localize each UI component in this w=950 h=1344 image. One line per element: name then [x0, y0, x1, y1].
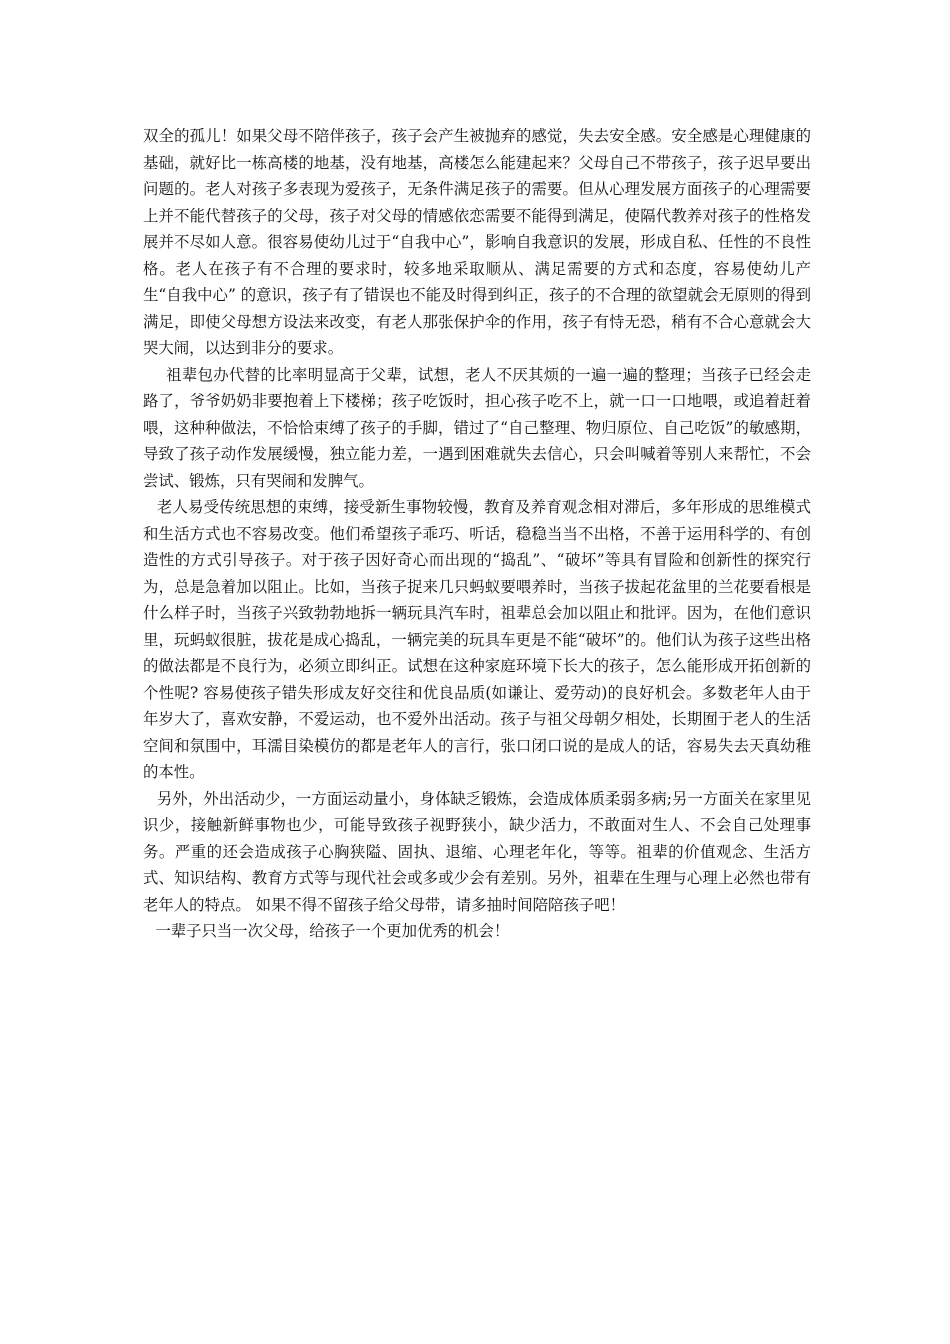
paragraph-1: 双全的孤儿！如果父母不陪伴孩子，孩子会产生被抛弃的感觉，失去安全感。安全感是心理健康的基础，就好比一栋高楼的地基，没有地基，高楼怎么能建起来？父母自己不带孩子，孩子迟早要出问题的。老人对孩子多表现为爱孩子，无条件满足孩子的需要。但从心理发展方面孩子的心理需要上并不能代替孩子的父母，孩子对父母的情感依恋需要不能得到满足，使隔代教养对孩子的性格发展并不尽如人意。很容易使幼儿过于“自我中心”，影响自我意识的发展，形成自私、任性的不良性格。老人在孩子有不合理的要求时，较多地采取顺从、满足需要的方式和态度，容易使幼儿产生“自我中心” 的意识，孩子有了错误也不能及时得到纠正，孩子的不合理的欲望就会无原则的得到满足，即使父母想方设法来改变，有老人那张保护伞的作用，孩子有恃无恐，稍有不合心意就会大哭大闹，以达到非分的要求。: [143, 127, 811, 357]
document-body: [143, 123, 811, 945]
paragraph-3: 老人易受传统思想的束缚，接受新生事物较慢，教育及养育观念相对滞后，多年形成的思维模式和生活方式也不容易改变。他们希望孩子乖巧、听话，稳稳当当不出格，不善于运用科学的、有创造性的方式引导孩子。对于孩子因好奇心而出现的“捣乱”、“破坏”等具有冒险和创新性的探究行为，总是急着加以阻止。比如，当孩子捉来几只蚂蚁要喂养时，当孩子拔起花盆里的兰花要看根是什么样子时，当孩子兴致勃勃地拆一辆玩具汽车时，祖辈总会加以阻止和批评。因为，在他们意识里，玩蚂蚁很脏，拔花是成心捣乱，一辆完美的玩具车更是不能“破坏”的。他们认为孩子这些出格的做法都是不良行为，必须立即纠正。试想在这种家庭环境下长大的孩子，怎么能形成开拓创新的个性呢? 容易使孩子错失形成友好交往和优良品质(如谦让、爱劳动)的良好机会。多数老年人由于年岁大了，喜欢安静，不爱运动，也不爱外出活动。孩子与祖父母朝夕相处，长期囿于老人的生活空间和氛围中，耳濡目染模仿的都是老年人的言行，张口闭口说的是成人的话，容易失去天真幼稚的本性。: [143, 498, 811, 781]
paragraph-5: 一辈子只当一次父母，给孩子一个更加优秀的机会！: [155, 922, 510, 940]
paragraph-2: 祖辈包办代替的比率明显高于父辈，试想，老人不厌其烦的一遍一遍的整理；当孩子已经会走路了，爷爷奶奶非要抱着上下楼梯；孩子吃饭时，担心孩子吃不上，就一口一口地喂，或追着赶着喂，这种种做法，不恰恰束缚了孩子的手脚，错过了“自己整理、物归原位、自己吃饭”的敏感期，导致了孩子动作发展缓慢，独立能力差，一遇到困难就失去信心，只会叫喊着等别人来帮忙，不会尝试、锻炼，只有哭闹和发脾气。: [143, 365, 811, 490]
paragraph-4: 另外，外出活动少，一方面运动量小，身体缺乏锻炼，会造成体质柔弱多病;另一方面关在家里见识少，接触新鲜事物也少，可能导致孩子视野狭小，缺少活力，不敢面对生人、不会自己处理事务。严重的还会造成孩子心胸狭隘、固执、退缩、心理老年化，等等。祖辈的价值观念、生活方式、知识结构、教育方式等与现代社会或多或少会有差别。另外，祖辈在生理与心理上必然也带有老年人的特点。 如果不得不留孩子给父母带，请多抽时间陪陪孩子吧！: [143, 789, 811, 914]
